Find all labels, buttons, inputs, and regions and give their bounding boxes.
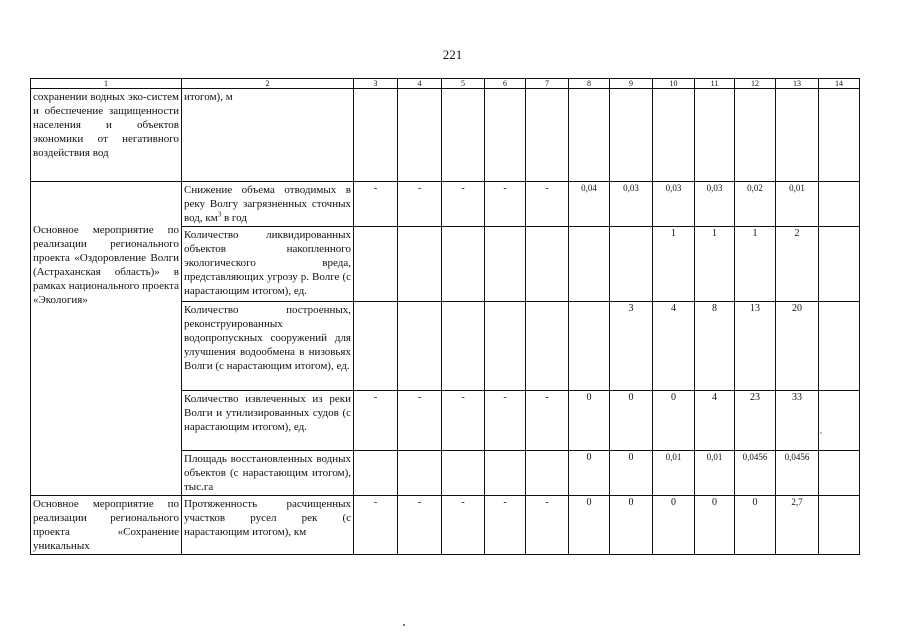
- indicator-cell: Количество извлеченных из реки Волги и утилизированных судов (с нарастающим итогом), ед.: [182, 391, 354, 451]
- value-cell: [442, 451, 485, 496]
- value-cell: [526, 227, 569, 302]
- value-cell: [485, 451, 526, 496]
- scan-speck: [820, 432, 822, 434]
- value-cell: -: [485, 496, 526, 555]
- value-cell: [354, 451, 398, 496]
- value-cell: [485, 227, 526, 302]
- table-row: [31, 496, 860, 555]
- value-cell: 0,0456: [776, 451, 819, 496]
- column-number-9: 9: [610, 79, 653, 89]
- value-cell: [398, 227, 442, 302]
- value-cell: 1: [735, 227, 776, 302]
- value-cell: -: [485, 391, 526, 451]
- value-cell: 0: [569, 496, 610, 555]
- column-number-1: 1: [31, 79, 182, 89]
- indicator-cell: итогом), м: [182, 89, 354, 182]
- value-cell: 33: [776, 391, 819, 451]
- value-cell: 13: [735, 302, 776, 391]
- column-number-2: 2: [182, 79, 354, 89]
- value-cell: -: [398, 496, 442, 555]
- value-cell: [398, 451, 442, 496]
- value-cell: [442, 227, 485, 302]
- value-cell: -: [442, 182, 485, 227]
- value-cell: 0,01: [776, 182, 819, 227]
- value-cell: -: [354, 182, 398, 227]
- table-row: [31, 182, 860, 227]
- value-cell: 0,01: [653, 451, 695, 496]
- indicator-cell: Количество ликвидированных объектов накопленного экологического вреда, представляющих угрозу р. Волге (с нарастающим итогом), ед.: [182, 227, 354, 302]
- value-cell: -: [485, 182, 526, 227]
- value-cell: -: [398, 391, 442, 451]
- value-cell: -: [526, 496, 569, 555]
- column-number-7: 7: [526, 79, 569, 89]
- value-cell: -: [354, 496, 398, 555]
- column-number-11: 11: [695, 79, 735, 89]
- value-cell: 0: [695, 496, 735, 555]
- value-cell: 0: [569, 451, 610, 496]
- value-cell: 0: [735, 496, 776, 555]
- value-cell: -: [442, 391, 485, 451]
- column-number-4: 4: [398, 79, 442, 89]
- value-cell: [819, 302, 860, 391]
- indicators-table: [30, 78, 860, 555]
- activity-cell: сохранении водных эко-систем и обеспечение защищенности населения и объектов экономики от негативного воздействия вод: [31, 89, 182, 182]
- page-number: 221: [442, 47, 463, 62]
- column-number-10: 10: [653, 79, 695, 89]
- value-cell: 0,03: [695, 182, 735, 227]
- value-cell: 3: [610, 302, 653, 391]
- value-cell: [819, 451, 860, 496]
- value-cell: 0: [610, 496, 653, 555]
- indicator-cell: Количество построенных, реконструированных водопропускных сооружений для улучшения водообмена в низовьях Волги (с нарастающим итогом), ед.: [182, 302, 354, 391]
- column-number-12: 12: [735, 79, 776, 89]
- scan-speck: [403, 624, 405, 626]
- value-cell: 0,0456: [735, 451, 776, 496]
- value-cell: -: [526, 182, 569, 227]
- column-number-row: [31, 79, 860, 89]
- value-cell: [485, 302, 526, 391]
- value-cell: -: [442, 496, 485, 555]
- table-row: [31, 89, 860, 182]
- value-cell: [354, 227, 398, 302]
- value-cell: 8: [695, 302, 735, 391]
- value-cell: -: [398, 182, 442, 227]
- value-cell: -: [526, 391, 569, 451]
- value-cell: [819, 227, 860, 302]
- value-cell: 2,7: [776, 496, 819, 555]
- value-cell: 4: [653, 302, 695, 391]
- value-cell: 0: [610, 451, 653, 496]
- merged-activity-cell: Основное мероприятие по реализации регионального проекта «Оздоровление Волги (Астраханская область)» в рамках национального проекта «Экология»: [31, 182, 182, 496]
- column-number-6: 6: [485, 79, 526, 89]
- column-number-5: 5: [442, 79, 485, 89]
- indicator-cell: Снижение объема отводимых в реку Волгу загрязненных сточных вод, $км^3$ в год: [182, 182, 354, 227]
- value-cell: [398, 302, 442, 391]
- column-number-13: 13: [776, 79, 819, 89]
- value-cell: [819, 182, 860, 227]
- value-cell: [526, 451, 569, 496]
- value-cell: 4: [695, 391, 735, 451]
- value-cell: 23: [735, 391, 776, 451]
- value-cell: 1: [653, 227, 695, 302]
- value-cell: -: [354, 391, 398, 451]
- value-cell: 0,03: [610, 182, 653, 227]
- activity-cell: Основное мероприятие по реализации регионального проекта «Сохранение уникальных: [31, 496, 182, 555]
- value-cell: [819, 391, 860, 451]
- column-number-8: 8: [569, 79, 610, 89]
- value-cell: 1: [695, 227, 735, 302]
- value-cell: 0: [653, 496, 695, 555]
- indicator-cell: Площадь восстановленных водных объектов (с нарастающим итогом), тыс.га: [182, 451, 354, 496]
- value-cell: [569, 302, 610, 391]
- value-cell: [610, 227, 653, 302]
- value-cell: 0,02: [735, 182, 776, 227]
- column-number-3: 3: [354, 79, 398, 89]
- value-cell: 20: [776, 302, 819, 391]
- value-cell: 2: [776, 227, 819, 302]
- indicator-cell: Протяженность расчищенных участков русел рек (с нарастающим итогом), км: [182, 496, 354, 555]
- value-cell: [526, 302, 569, 391]
- value-cell: 0: [610, 391, 653, 451]
- value-cell: 0,04: [569, 182, 610, 227]
- value-cell: 0: [653, 391, 695, 451]
- value-cell: 0: [569, 391, 610, 451]
- value-cell: [442, 302, 485, 391]
- column-number-14: 14: [819, 79, 860, 89]
- value-cell: 0,03: [653, 182, 695, 227]
- value-cell: [819, 496, 860, 555]
- value-cell: [354, 302, 398, 391]
- value-cell: [569, 227, 610, 302]
- value-cell: 0,01: [695, 451, 735, 496]
